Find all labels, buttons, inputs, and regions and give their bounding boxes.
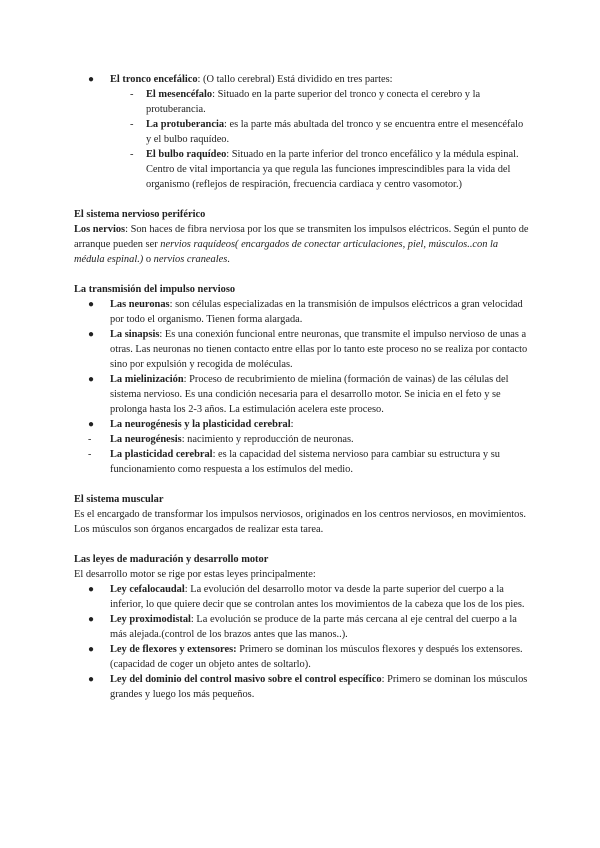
definition: : Proceso de recubrimiento de mielina (formación de vainas) de las células del sistema nervioso. Es una condición necesaria para el desarrollo motor. Se inicia en el feto y se prolonga hasta los 2-3 años. La estimulación acelera este proceso. (110, 374, 509, 415)
definition: : La evolución se produce de la parte más cercana al eje central del cuerpo a la más alejada.(control de los brazos antes que las manos..). (110, 614, 517, 640)
periferico-section (74, 207, 530, 267)
term: Los nervios (74, 224, 126, 235)
definition: : Es una conexión funcional entre neuronas, que transmite el impulso nervioso de unas a otras. Las neuronas no tienen contacto entre ellas por lo tanto este proceso no se realiza por contacto sino por expulsión y recogida de moléculas. (110, 329, 528, 370)
bullet-icon: ● (88, 74, 95, 85)
paragraph (74, 222, 530, 267)
term: La neurogénesis (110, 434, 182, 445)
list-item (74, 417, 530, 432)
leyes-list (74, 582, 530, 702)
dash-icon: - (130, 89, 134, 100)
bullet-icon: ● (88, 374, 95, 385)
definition: : Situado en la parte inferior del tronco encefálico y la médula espinal. Centro de vital importancia ya que regula las funciones imprescindibles para la vida del organismo (reflejos de respiración, frecuencia cardiaca y centro vasomotor.) (146, 149, 519, 190)
definition: : nacimiento y reproducción de neuronas. (181, 434, 354, 445)
term: Ley cefalocaudal (110, 584, 185, 595)
list-item (74, 72, 530, 87)
section-heading: La transmisión del impulso nervioso (74, 284, 236, 295)
definition: : son células especializadas en la transmisión de impulsos eléctricos a gran velocidad por todo el organismo. Tienen forma alargada. (110, 299, 523, 325)
term: La neurogénesis y la plasticidad cerebral (110, 419, 291, 430)
text: o (143, 254, 154, 265)
transmision-list (74, 297, 530, 477)
list-item (74, 372, 530, 417)
bullet-icon: ● (88, 614, 95, 625)
list-item (74, 642, 530, 672)
paragraph: Es el encargado de transformar los impulsos nerviosos, originados en los centros nerviosos, en movimientos. Los músculos son órganos encargados de realizar esta tarea. (74, 509, 527, 535)
definition: : Situado en la parte superior del tronco y conecta el cerebro y la protuberancia. (146, 89, 481, 115)
dash-icon: - (88, 434, 92, 445)
term: El mesencéfalo (146, 89, 213, 100)
list-item (74, 117, 530, 147)
term: La plasticidad cerebral (110, 449, 213, 460)
term: El tronco encefálico (110, 74, 198, 85)
term: Ley proximodistal (110, 614, 191, 625)
dash-icon: - (130, 119, 134, 130)
list-item (74, 87, 530, 117)
italic-text: nervios raquídeos( encargados de conectar articulaciones, piel, músculos..con la médula espinal.) (74, 239, 499, 265)
term: Ley de flexores y extensores: (110, 644, 237, 655)
bullet-icon: ● (88, 299, 95, 310)
definition: Primero se dominan los músculos flexores y después los extensores. (capacidad de coger un objeto antes de soltarlo). (110, 644, 523, 670)
dash-icon: - (130, 149, 134, 160)
term: El bulbo raquídeo (146, 149, 227, 160)
list-item (74, 147, 530, 192)
dash-icon: - (88, 449, 92, 460)
section-heading: El sistema muscular (74, 494, 164, 505)
term: La protuberancia (146, 119, 225, 130)
muscular-section (74, 492, 530, 537)
bullet-icon: ● (88, 419, 95, 430)
term: Las neuronas (110, 299, 170, 310)
section-heading: El sistema nervioso periférico (74, 209, 206, 220)
definition: : (O tallo cerebral) Está dividido en tres partes: (197, 74, 393, 85)
list-item (74, 582, 530, 612)
definition: : (290, 419, 294, 430)
list-item (74, 447, 530, 477)
tronco-list (74, 72, 530, 192)
transmision-section (74, 282, 530, 477)
bullet-icon: ● (88, 329, 95, 340)
paragraph: El desarrollo motor se rige por estas leyes principalmente: (74, 569, 316, 580)
italic-text: nervios craneales (153, 254, 228, 265)
document-page (74, 72, 530, 702)
bullet-icon: ● (88, 674, 95, 685)
term: La mielinización (110, 374, 184, 385)
text: : Son haces de fibra nerviosa por los que se transmiten los impulsos eléctricos. Según el punto de arranque pueden ser (74, 224, 529, 250)
term: La sinapsis (110, 329, 160, 340)
text: . (227, 254, 230, 265)
definition: : La evolución del desarrollo motor va desde la parte superior del cuerpo a la inferior, lo que quiere decir que se controlan antes los movimientos de la cabeza que los de los pies. (110, 584, 525, 610)
term: Ley del dominio del control masivo sobre el control específico (110, 674, 382, 685)
list-item (74, 327, 530, 372)
list-item (74, 297, 530, 327)
definition: : es la capacidad del sistema nervioso para cambiar su estructura y su funcionamiento como respuesta a los estímulos del medio. (110, 449, 500, 475)
bullet-icon: ● (88, 644, 95, 655)
list-item (74, 432, 530, 447)
definition: : Primero se dominan los músculos grandes y luego los más pequeños. (110, 674, 528, 700)
definition: : es la parte más abultada del tronco y se encuentra entre el mesencéfalo y el bulbo raquídeo. (146, 119, 524, 145)
bullet-icon: ● (88, 584, 95, 595)
list-item (74, 612, 530, 642)
section-heading: Las leyes de maduración y desarrollo motor (74, 554, 269, 565)
leyes-section (74, 552, 530, 702)
list-item (74, 672, 530, 702)
